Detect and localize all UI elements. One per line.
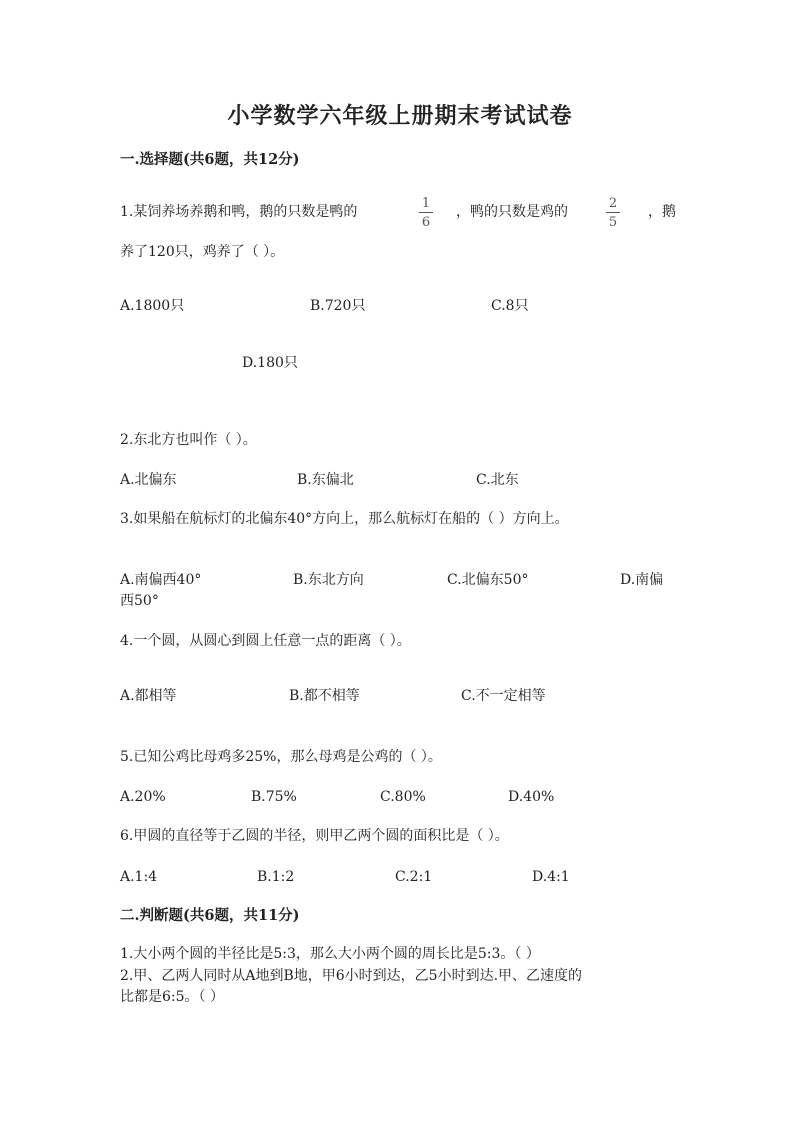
question-1-text-line2: 养了120只，鸡养了（ ）。 [120,244,285,260]
question-1-text-part1: 1.某饲养场养鹅和鸭，鹅的只数是鸭的 [120,204,358,220]
q6-option-b: B.1:2 [257,869,295,885]
question-1-text-part3: ，鹅 [648,204,676,220]
q3-option-c: C.北偏东50° [447,572,529,588]
fraction-denominator: 5 [608,215,618,230]
fraction-two-fifths [606,196,620,230]
question-3-text: 3.如果船在航标灯的北偏东40°方向上，那么航标灯在船的（ ）方向上。 [120,511,569,527]
q5-option-c: C.80% [380,789,426,805]
q1-option-c: C.8只 [491,298,529,314]
q2-option-b: B.东偏北 [297,472,354,488]
q4-option-b: B.都不相等 [289,688,360,704]
q3-option-d-wrap: 西50° [120,593,159,609]
q4-option-a: A.都相等 [120,688,177,704]
q1-option-a: A.1800只 [120,298,185,314]
q1-option-d: D.180只 [242,355,298,371]
fraction-numerator: 1 [421,196,431,211]
question-1-text-part2: ，鸭的只数是鸡的 [456,204,568,220]
fraction-one-sixth [419,196,433,230]
q4-option-c: C.不一定相等 [461,688,546,704]
q5-option-b: B.75% [251,789,297,805]
q3-option-d: D.南偏 [620,572,664,588]
fraction-denominator: 6 [421,215,431,230]
q5-option-d: D.40% [508,789,555,805]
q6-option-a: A.1:4 [120,869,158,885]
section-heading-judgement: 二.判断题(共6题，共11分) [120,907,300,924]
q2-option-c: C.北东 [476,472,519,488]
judgement-question-2-line1: 2.甲、乙两人同时从A地到B地，甲6小时到达，乙5小时到达.甲、乙速度的 [120,968,583,984]
fraction-bar [606,212,620,213]
question-2-text: 2.东北方也叫作（ ）。 [120,432,257,448]
q6-option-d: D.4:1 [532,869,570,885]
question-6-text: 6.甲圆的直径等于乙圆的半径，则甲乙两个圆的面积比是（ ）。 [120,828,509,844]
page-title: 小学数学六年级上册期末考试试卷 [227,103,573,129]
fraction-numerator: 2 [608,196,618,211]
question-4-text: 4.一个圆，从圆心到圆上任意一点的距离（ ）。 [120,633,411,649]
q3-option-b: B.东北方向 [293,572,364,588]
q2-option-a: A.北偏东 [120,472,177,488]
q1-option-b: B.720只 [310,298,366,314]
fraction-bar [419,212,433,213]
question-5-text: 5.已知公鸡比母鸡多25%，那么母鸡是公鸡的（ ）。 [120,749,442,765]
judgement-question-1: 1.大小两个圆的半径比是5:3，那么大小两个圆的周长比是5:3。（ ） [120,946,540,962]
q5-option-a: A.20% [120,789,166,805]
q3-option-a: A.南偏西40° [120,572,202,588]
q6-option-c: C.2:1 [395,869,433,885]
judgement-question-2-line2: 比都是6:5。（ ） [120,989,224,1005]
section-heading-choice: 一.选择题(共6题，共12分) [120,151,300,168]
